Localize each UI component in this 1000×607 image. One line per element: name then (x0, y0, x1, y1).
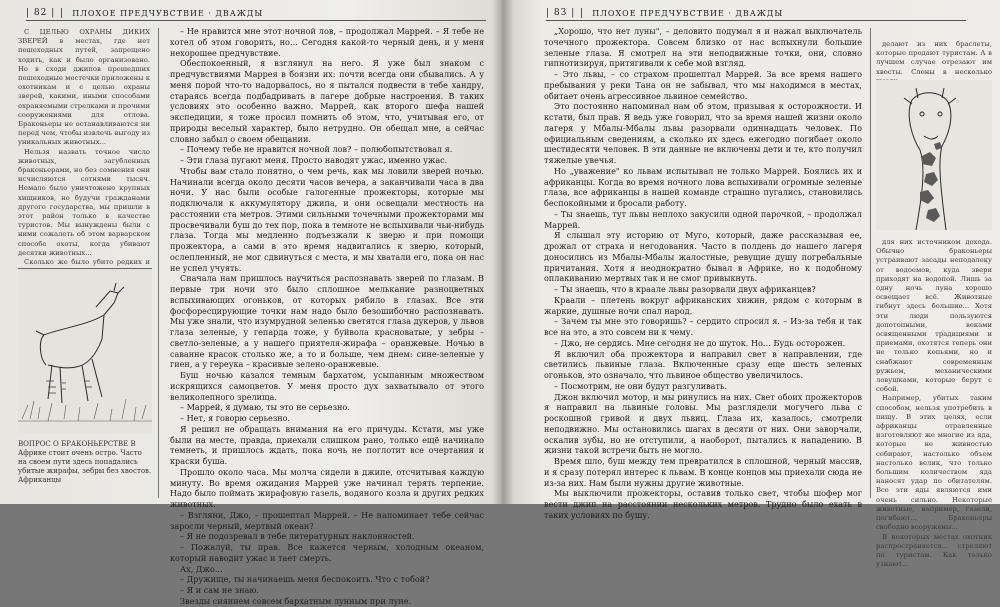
sidebar-paragraph: Например, убитых таким способом, нельзя употребить в пищу. В этих целях, если африканцы отравленные изготовляют же многие из яда, которые не живностью собирают, настолько объем настолько велик, что только большим количеством яда наносят удар по обитателям. Все эти яды являются ими очень сильно. Некоторые животные, например, газели, погибают... Браконьеры свободно вооружены... (876, 394, 992, 532)
text-paragraph: – Зачем ты мне это говоришь? – сердито спросил я. – Из-за тебя и так все на это, а это совсем ни к чему. (544, 316, 862, 337)
text-paragraph: – Нет, я говорю серьезно. (180, 413, 291, 423)
right-running-title: ПЛОХОЕ ПРЕДЧУВСТВИЕ · ДВАЖДЫ (592, 8, 784, 18)
text-paragraph: – Это львы, – со страхом прошептал Маррей. За все время нашего пребывания у реки Тана он не забывал, что мы находимся в местах, обитает очень агрессивное львиное семейство. (544, 69, 862, 101)
text-paragraph: Обеспокоенный, я взглянул на него. Я уже был знаком с предчувствиями Маррея в боязни их: почти всегда они сбывались. А у меня порой что-то надорвалось, но я пытался подвести в тебе хандру, стараясь всегда подбадривать в лагере добрые настроения. В таких условиях это особенно важно. Маррей, как второго шефа нашей экспедиции, я тоже просил помнить об этом, что, учитывая его, от природы веселый характер, было нетрудно. Он обещал мне, а сейчас словно забыл о своем обещании. (170, 58, 484, 144)
okapi-illustration (18, 268, 152, 433)
text-paragraph: – Я и сам не знаю. (180, 585, 259, 595)
right-page (502, 0, 1000, 569)
text-paragraph: Это постоянно напоминал нам об этом, призывая к осторожности. И кстати, был прав. Я ведь уже говорил, что за время нашей жизни около лагеря у Мбалы-Мбалы львы разорвали одиннадцать человек. По официальным сведениям, а сколько их здесь ежегодно погибает около шестидесяти человек. В эти данные не включены дети и те, кто получил тяжелые увечья. (544, 101, 862, 165)
text-paragraph: – Эти глаза пугают меня. Просто наводят ужас, именно ужас. (180, 155, 448, 165)
sidebar-paragraph: В некоторых местах охотник распространяется... стреляют по туристам. Как только узнают... (876, 532, 992, 569)
text-paragraph: – Дружище, ты начинаешь меня беспокоить. Что с тобой? (180, 574, 430, 585)
sidebar-paragraph: С ЦЕЛЬЮ ОХРАНЫ ДИКИХ ЗВЕРЕЙ в местах, где нет пешеходных путей, запрещено ходить, как и было организовано. Но в сходи джипов прошедших пешеходные местечки приложены к охотникам и с целью охраны зверей, какими, иными способами охраняемыми стрелками и прочими сооружениями для отлова. Браконьеры не останавливаются ни перед чем, чтобы извлечь выгоду из уникальных животных... (18, 28, 150, 147)
text-paragraph: Джон включил мотор, и мы ринулись на них. Свет обоих прожекторов я направил на львиные головы. Мы разглядели могучего льва с роскошной гривой и двух львиц. Глаза их, казалось, смотрели неподвижно. Мы остановились шагах в десяти от них. Они заворчали, оскалив зубы, но не отступили, а наоборот, пытались к нападению. В жизни такой встречи быть не могло. (544, 391, 862, 456)
left-page-number: | 82 | (26, 8, 62, 18)
left-sidebar-text (18, 28, 150, 267)
text-paragraph: „Хорошо, что нет луны", – деловито подумал я и нажал выключатель точечного прожектора. Совсем близко от нас вспыхнули большие зеленые глаза. Я смотрел на эти неподвижные точки, они, словно гипнотизируя, притягивали к себе мой взгляд. (544, 26, 862, 69)
text-paragraph: Время шло, буш между тем превратился в сплошной, черный массив, и я сразу потерял интерес к львам. В конце концов мы приехали сюда не из-за них. Нам были нужны другие животные. (544, 456, 862, 488)
text-paragraph: Я слышал эту историю от Муго, который, даже рассказывая ее, дрожал от страха и негодования. Часто в полдень до нашего лагеря доносились из Мбалы-Мбалы жалостные, ревущие душу погребальные причитания. Хотя я неоднократно бывал в Африке, но к подобному оплакиванию мертвых так и не смог привыкнуть. (544, 230, 862, 284)
text-paragraph: – Взгляни, Джо, – прошептал Маррей. – Не напоминает тебе сейчас заросли черный, мертвый океан? (170, 509, 484, 531)
text-paragraph: Звезды сиянием совсем бархатным лунным при луне. (180, 595, 412, 606)
giraffe-illustration (876, 80, 992, 230)
text-paragraph: Сначала нам пришлось научиться распознавать зверей по глазам. В первые три ночи это было сплошное мелькание разноцветных вспыхивающих огоньков, от которых рябило в глазах. Все эти фосфоресцирующие точки нам надо было безошибочно распознавать. Мы уже знали, что изумрудной зеленью светятся глаза дукеров, у львов глаза зеленые, у гепарда тоже, у буйвола красноватые, у зебры – светло-зеленые, а у нашего приятеля-жирафа – оранжевые. Ночью в саванне красок столько же, а то и больше, чем днем: сине-зеленые у гиен, а у гереука – красивые зелено-оранжевые. (170, 273, 484, 370)
text-paragraph: Прошло около часа. Мы молча сидели в джипе, отсчитывая каждую минуту. Во время ожидания Маррей уже начинал терять терпение. Надо было поймать жирафовую газель, водяного козла и других редких животных. (170, 466, 484, 509)
text-paragraph: Я включил оба прожектора и направил свет в направлении, где светились львиные глаза. Включенные сразу еще шесть зеленых огоньков, это означало, что львиное общество увеличилось. (544, 348, 862, 380)
left-column-divider (158, 28, 159, 498)
right-main-text (544, 26, 862, 520)
right-column-divider (870, 28, 871, 498)
text-paragraph: Я решил не обращать внимания на его причуды. Кстати, мы уже были на месте, правда, приехали слишком рано, только ещё начинало темнеть, и пришлось ждать, пока ночь не поглотит все очертания и краски буша. (170, 423, 484, 466)
text-paragraph: Чтобы вам стало понятно, о чем речь, как мы ловили зверей ночью. Начинали всегда около десяти часов вечера, а заканчивали часа в два ночи. У нас были особые галогенные прожекторы, которые мы подключали к аккумулятору джипа, и они освещали местность на расстоянии ста метров. Этими сильными точечными прожекторами мы просвечивали буш до тех пор, пока в темноте не вспыхивали чьи-нибудь глаза. Тогда мы медленно подъезжали к зверю и при помощи прожектора, а сами в это время надвигались к зверю, который, ослепленный, не мог сдвинуться с места, и мы хватали его, пока он нас не успел учуять. (170, 165, 484, 273)
sidebar-paragraph: Нельзя назвать точное число животных, загубленных браконьерами, но без сомнения они исчисляются сотнями тысяч. Немало было уничтожено крупных хищников, но будучи гражданами другого государства, мы пришли в этот район только в качестве туристов. Мы вынуждены были с ними сожалеть об этом варварском способе охоты, когда убивают десятки животных... (18, 147, 150, 257)
text-paragraph: – Пожалуй, ты прав. Все кажется черным, холодным океаном, который наводит ужас и тает смерть. (170, 542, 484, 563)
text-paragraph: – Ты знаешь, тут львы неплохо закусили одной парочкой, – продолжал Маррей. (544, 208, 862, 230)
text-paragraph: – Маррей, я думаю, ты это не серьезно. (180, 402, 350, 413)
left-caption: ВОПРОС О БРАКОНЬЕРСТВЕ В Африке стоит очень остро. Часто на своем пути здесь попадались убитые жирафы, зебры без хвостов. Африканцы (18, 440, 152, 484)
text-paragraph: Мы выключили прожекторы, оставив только свет, чтобы шофер мог вести джип на расстоянии нескольких метров. Трудно было ехать в таких условиях по бушу. (544, 488, 862, 520)
text-paragraph: – Почему тебе не нравится ночной лов? – полюбопытствовал я. (180, 144, 453, 155)
left-running-title: ПЛОХОЕ ПРЕДЧУВСТВИЕ · ДВАЖДЫ (72, 8, 264, 18)
text-paragraph: – Не нравится мне этот ночной лов, – продолжал Маррей. – Я тебе не хотел об этом говорить, но… Сегодня какой-то черный день, и у меня нехорошее предчувствие. (170, 26, 484, 58)
right-sidebar-text (876, 238, 992, 569)
text-paragraph: – Джо, не сердись. Мне сегодня не до шуток. Но… Будь осторожен. (554, 337, 846, 348)
text-paragraph: Но „уважение" ко львам испытывал не только Маррей. Боялись их и африканцы. Когда во время ночного лова вспыхивали огромные зеленые глаза, все африканцы в нашей команде страшно пугались, становились беспокойными и бросали работу. (544, 165, 862, 208)
left-main-text (170, 26, 484, 606)
text-paragraph: Краали – плетень вокруг африканских хижин, рядом с которым в жаркие, душные ночи спал народ. (544, 294, 862, 316)
sidebar-paragraph: делают из них браслеты, которые продают туристам. А в лучшем случае отрезают им хвосты. Слоны в несколько (876, 40, 992, 76)
right-running-head (546, 6, 966, 21)
text-paragraph: – Посмотрим, не они будут разгуливать. (554, 380, 727, 391)
text-paragraph: – Ты знаешь, что в краале львы разорвали двух африканцев? (554, 284, 816, 294)
left-running-head (26, 6, 486, 21)
sidebar-paragraph: Сколько же было убито редких и (24, 258, 150, 267)
text-paragraph: Буш ночью казался темным бархатом, усыпанным множеством искрящихся самоцветов. У меня просто дух захватывало от этого великолепного зрелища. (170, 370, 484, 402)
right-sidebar-top (876, 40, 992, 74)
right-page-number: | 83 | (546, 8, 582, 18)
text-paragraph: – Я не подозревал в тебе литературных наклонностей. (180, 531, 415, 542)
text-paragraph: Ах, Джо… (180, 563, 223, 574)
sidebar-paragraph: для них источником дохода. Обычно браконьеры устраивают засады неподалеку от водоемов, куда звери приходят на водопой. Лишь за одну ночь луна хорошо освещает всё. Животные гибнут здесь большие... Хотя эти люди пользуются допотопными, веками освященными традициями и приемами, охотятся теперь они не только копьями, но и снабжают современным ружьем, механическими ловушками, которые берут с собой. (876, 238, 992, 394)
book-gutter-shadow (492, 0, 514, 504)
